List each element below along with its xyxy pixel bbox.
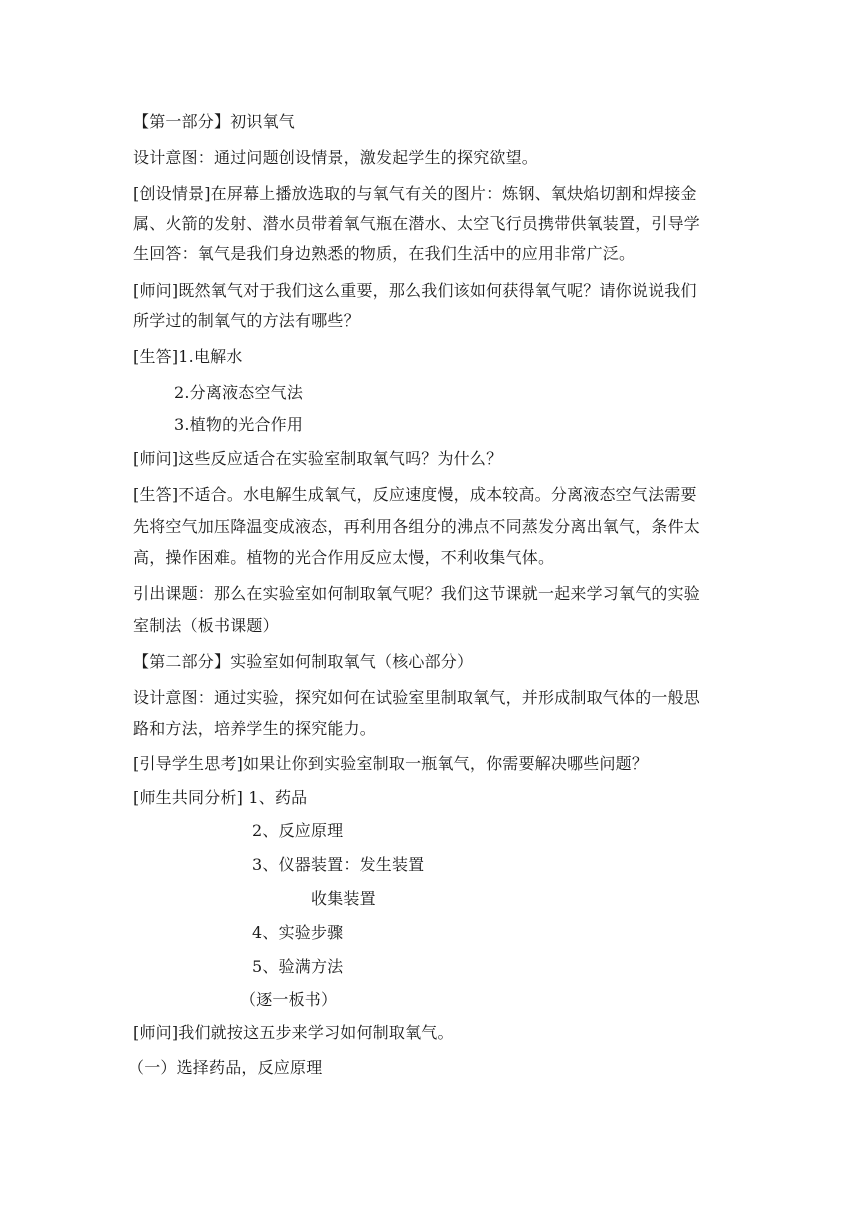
guide-question: [引导学生思考]如果让你到实验室制取一瓶氧气，你需要解决哪些问题？ xyxy=(133,754,649,773)
analysis-label: [师生共同分析] 1、药品 xyxy=(133,788,308,807)
student-answer-2-line-3: 高，操作困难。植物的光合作用反应太慢，不利收集气体。 xyxy=(133,548,555,567)
student-answer-2-line-2: 先将空气加压降温变成液态，再利用各组分的沸点不同蒸发分离出氧气，条件太 xyxy=(133,517,701,536)
scenario-line-2: 属、火箭的发射、潜水员带着氧气瓶在潜水、太空飞行员携带供氧装置，引导学 xyxy=(133,214,701,233)
teacher-question-2: [师问]这些反应适合在实验室制取氧气吗？为什么？ xyxy=(133,449,503,468)
board-note: （逐一板书） xyxy=(240,990,338,1009)
analysis-item-2: 2、反应原理 xyxy=(252,821,344,840)
analysis-item-5: 5、验满方法 xyxy=(252,957,344,976)
student-answer-1-item-3: 3.植物的光合作用 xyxy=(174,415,304,434)
analysis-item-3: 3、仪器装置：发生装置 xyxy=(252,855,425,874)
topic-line-1: 引出课题：那么在实验室如何制取氧气呢？我们这节课就一起来学习氧气的实验 xyxy=(133,584,701,603)
section2-intent-line-1: 设计意图：通过实验，探究如何在试验室里制取氧气，并形成制取气体的一般思 xyxy=(133,688,701,707)
scenario-line-1: [创设情景]在屏幕上播放选取的与氧气有关的图片：炼钢、氧炔焰切割和焊接金 xyxy=(133,184,697,203)
analysis-item-4: 4、实验步骤 xyxy=(252,923,344,942)
teacher-question-1-line-2: 所学过的制氧气的方法有哪些？ xyxy=(133,311,360,330)
section1-intent: 设计意图：通过问题创设情景，激发起学生的探究欲望。 xyxy=(133,148,539,167)
section1-heading: 【第一部分】初识氧气 xyxy=(133,112,296,131)
analysis-item-3-sub: 收集装置 xyxy=(311,889,376,908)
student-answer-1: [生答]1.电解水 xyxy=(133,347,243,366)
section2-intent-line-2: 路和方法，培养学生的探究能力。 xyxy=(133,719,377,738)
topic-line-2: 室制法（板书课题） xyxy=(133,616,279,635)
student-answer-2-line-1: [生答]不适合。水电解生成氧气，反应速度慢，成本较高。分离液态空气法需要 xyxy=(133,485,697,504)
teacher-question-3: [师问]我们就按这五步来学习如何制取氧气。 xyxy=(133,1023,454,1042)
subsection-1-heading: （一）选择药品，反应原理 xyxy=(128,1058,323,1077)
student-answer-1-item-2: 2.分离液态空气法 xyxy=(174,383,304,402)
scenario-line-3: 生回答：氧气是我们身边熟悉的物质，在我们生活中的应用非常广泛。 xyxy=(133,244,636,263)
teacher-question-1-line-1: [师问]既然氧气对于我们这么重要，那么我们该如何获得氧气呢？请你说说我们 xyxy=(133,281,697,300)
section2-heading: 【第二部分】实验室如何制取氧气（核心部分） xyxy=(133,652,474,671)
